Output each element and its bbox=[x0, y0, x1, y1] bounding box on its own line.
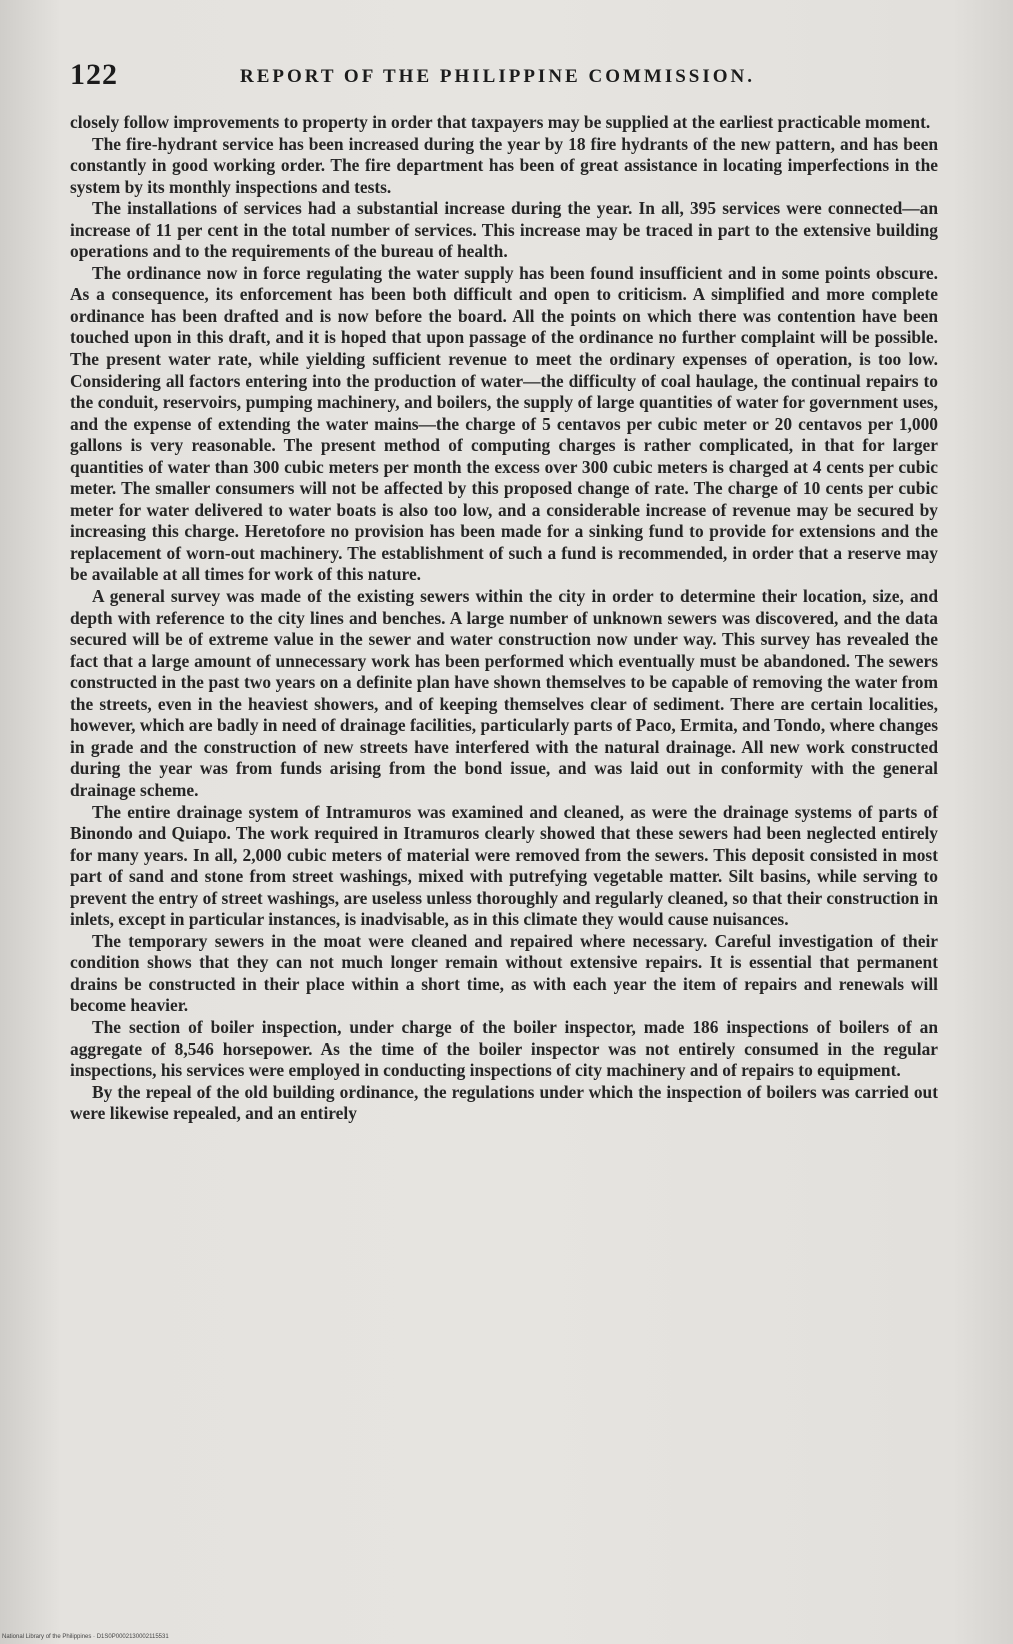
paragraph: The ordinance now in force regulating the water supply has been found insufficient and in some points obscure. As a consequence, its enforcement has been both difficult and open to criticism. A simplified and more complete ordinance has been drafted and is now before the board. All the points on which there was contention have been touched upon in this draft, and it is hoped that upon passage of the ordinance no further complaint will be possible. The present water rate, while yielding sufficient revenue to meet the ordinary expenses of operation, is too low. Considering all factors entering into the production of water—the difficulty of coal haulage, the continual repairs to the conduit, reservoirs, pumping machinery, and boilers, the supply of large quantities of water for government uses, and the expense of extending the water mains—the charge of 5 centavos per cubic meter or 20 centavos per 1,000 gallons is very reasonable. The present method of computing charges is rather complicated, in that for larger quantities of water than 300 cubic meters per month the excess over 300 cubic meters is charged at 4 cents per cubic meter. The smaller consumers will not be affected by this proposed change of rate. The charge of 10 cents per cubic meter for water delivered to water boats is also too low, and a considerable increase of revenue may be secured by increasing this charge. Heretofore no provision has been made for a sinking fund to provide for extensions and the replacement of worn-out machinery. The establishment of such a fund is recommended, in order that a reserve may be available at all times for work of this nature. bbox=[70, 262, 938, 585]
paragraph: By the repeal of the old building ordinance, the regulations under which the inspection of boilers was carried out were likewise repealed, and an entirely bbox=[70, 1081, 938, 1124]
paragraph: The temporary sewers in the moat were cleaned and repaired where necessary. Careful investigation of their condition shows that they can not much longer remain without extensive repairs. It is essential that permanent drains be constructed in their place within a short time, as with each year the item of repairs and renewals will become heavier. bbox=[70, 930, 938, 1016]
paragraph: closely follow improvements to property in order that taxpayers may be supplied at the earliest practicable moment. bbox=[70, 112, 931, 132]
page-header bbox=[70, 58, 940, 98]
body-text bbox=[70, 112, 938, 1125]
paragraph: The entire drainage system of Intramuros was examined and cleaned, as were the drainage systems of parts of Binondo and Quiapo. The work required in Itramuros clearly showed that these sewers had been neglected entirely for many years. In all, 2,000 cubic meters of material were removed from the sewers. This deposit consisted in most part of sand and stone from street washings, mixed with putrefying vegetable matter. Silt basins, while serving to prevent the entry of street washings, are useless unless thoroughly and regularly cleaned, so that their construction in inlets, except in particular instances, is inadvisable, as in this climate they would cause nuisances. bbox=[70, 801, 938, 930]
paragraph: The section of boiler inspection, under charge of the boiler inspector, made 186 inspections of boilers of an aggregate of 8,546 horsepower. As the time of the boiler inspector was not entirely consumed in the regular inspections, his services were employed in conducting inspections of city machinery and of repairs to equipment. bbox=[70, 1016, 938, 1081]
running-head: REPORT OF THE PHILIPPINE COMMISSION. bbox=[240, 66, 756, 87]
page-number: 122 bbox=[70, 58, 118, 91]
paragraph: The installations of services had a substantial increase during the year. In all, 395 services were connected—an increase of 11 per cent in the total number of services. This increase may be traced in part to the extensive building operations and to the requirements of the bureau of health. bbox=[70, 198, 938, 262]
paragraph: A general survey was made of the existing sewers within the city in order to determine their location, size, and depth with reference to the city lines and benches. A large number of unknown sewers was discovered, and the data secured will be of extreme value in the sewer and water construction now under way. This survey has revealed the fact that a large amount of unnecessary work has been performed which eventually must be abandoned. The sewers constructed in the past two years on a definite plan have shown themselves to be capable of removing the water from the streets, even in the heaviest showers, and of keeping themselves clear of sediment. There are certain localities, however, which are badly in need of drainage facilities, particularly parts of Paco, Ermita, and Tondo, where changes in grade and the construction of new streets have interfered with the natural drainage. All new work constructed during the year was from funds arising from the bond issue, and was laid out in conformity with the general drainage scheme. bbox=[70, 586, 938, 800]
scan-credit: National Library of the Philippines · D1S0P0002130002115531 bbox=[2, 1634, 169, 1640]
paragraph: The fire-hydrant service has been increased during the year by 18 fire hydrants of the new pattern, and has been constantly in good working order. The fire department has been of great assistance in locating imperfections in the system by its monthly inspections and tests. bbox=[70, 133, 938, 197]
